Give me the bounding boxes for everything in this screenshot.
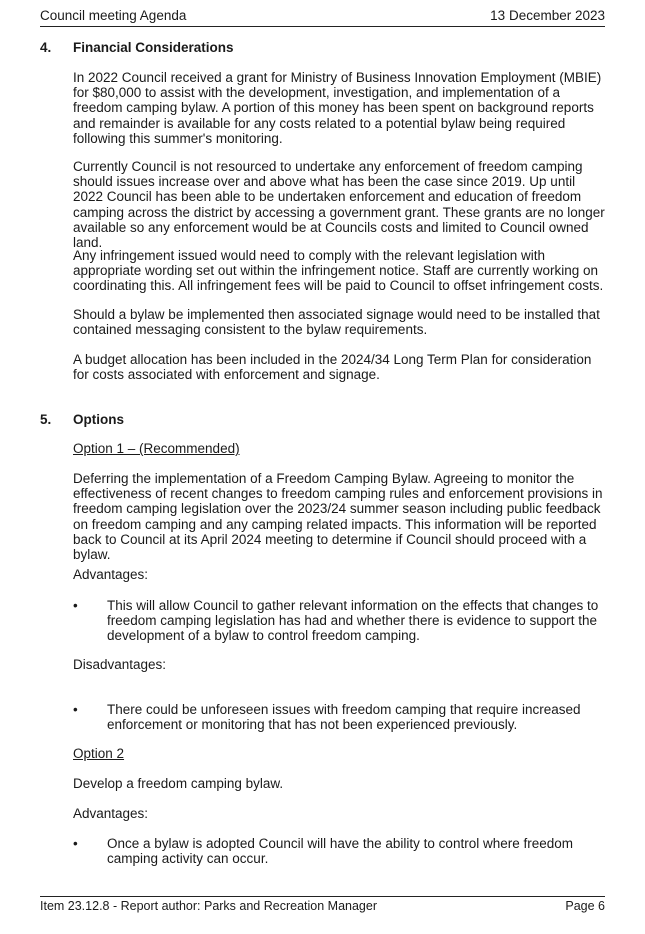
option-2-heading: Option 2 <box>73 746 125 761</box>
footer-page-number: Page 6 <box>565 899 605 913</box>
header-title: Council meeting Agenda <box>40 8 187 23</box>
header-date: 13 December 2023 <box>490 8 605 23</box>
section-4-title: Financial Considerations <box>73 40 234 55</box>
financial-paragraph-4: Should a bylaw be implemented then associated signage would need to be installed that contained messaging consistent to the bylaw requirements. <box>73 307 600 338</box>
financial-paragraph-1: In 2022 Council received a grant for Ministry of Business Innovation Employment (MBIE) for $80,000 to assist with the development, investigation, and implementation of a freedom camping bylaw. A portion of this money has been spent on background reports and remainder is available for any costs related to a potential bylaw being required following this summer's monitoring. <box>73 70 602 146</box>
option-1-disadvantage-text: There could be unforeseen issues with freedom camping that require increased enforcement or monitoring that has not been experienced previously. <box>107 702 581 733</box>
option-2-advantage-text: Once a bylaw is adopted Council will have the ability to control where freedom camping activity can occur. <box>107 836 573 867</box>
option-1-disadvantages-label: Disadvantages: <box>73 657 167 672</box>
option-1-advantages-label: Advantages: <box>73 567 149 582</box>
option-2-description: Develop a freedom camping bylaw. <box>73 776 284 791</box>
bullet-icon: • <box>73 702 78 717</box>
section-4-number: 4. <box>40 40 52 55</box>
option-1-description: Deferring the implementation of a Freedom Camping Bylaw. Agreeing to monitor the effectiveness of recent changes to freedom camping rules and enforcement provisions in freedom camping legislation over the 2023/24 summer season including public feedback on freedom camping and any camping related impacts. This information will be reported back to Council at its April 2024 meeting to determine if Council should proceed with a bylaw. <box>73 471 603 563</box>
financial-paragraph-3: Any infringement issued would need to comply with the relevant legislation with appropriate wording set out within the infringement notice. Staff are currently working on coordinating this. All infringement fees will be paid to Council to offset infringement costs. <box>73 248 604 294</box>
page-header <box>40 7 605 27</box>
page-footer <box>40 896 605 917</box>
bullet-icon: • <box>73 598 78 613</box>
option-1-advantage-text: This will allow Council to gather relevant information on the effects that changes to freedom camping legislation has had and whether there is evidence to support the development of a bylaw to control freedom camping. <box>107 598 599 644</box>
financial-paragraph-5: A budget allocation has been included in the 2024/34 Long Term Plan for consideration for costs associated with enforcement and signage. <box>73 352 592 383</box>
section-5-title: Options <box>73 412 124 427</box>
footer-item-author: Item 23.12.8 - Report author: Parks and Recreation Manager <box>40 899 377 913</box>
option-2-advantages-label: Advantages: <box>73 806 149 821</box>
financial-paragraph-2: Currently Council is not resourced to undertake any enforcement of freedom camping should issues increase over and above what has been the case since 2019. Up until 2022 Council has been able to be undertaken enforcement and education of freedom camping across the district by accessing a government grant. These grants are no longer available so any enforcement would be at Councils costs and limited to Council owned land. <box>73 159 605 251</box>
bullet-icon: • <box>73 836 78 851</box>
section-5-number: 5. <box>40 412 52 427</box>
option-1-heading: Option 1 – (Recommended) <box>73 441 240 456</box>
